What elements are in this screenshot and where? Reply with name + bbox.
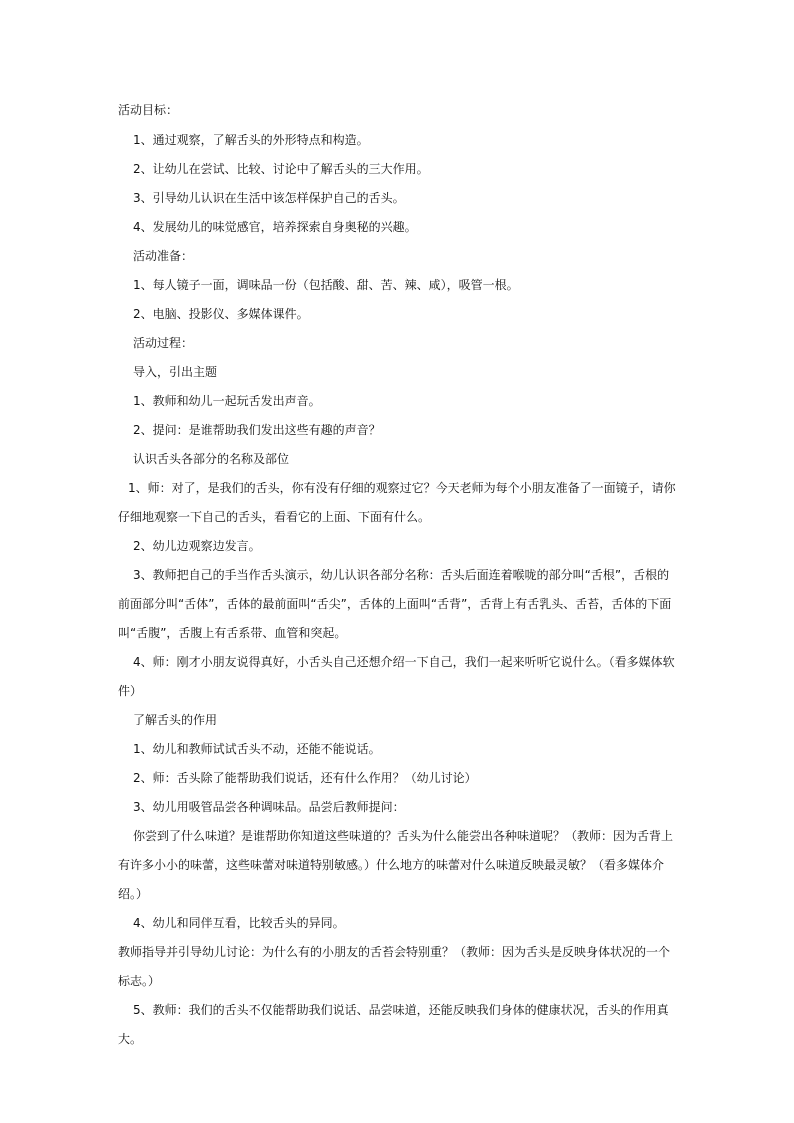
prep-item-2: 2、电脑、投影仪、多媒体课件。 [133,307,309,321]
heading-prep: 活动准备： [133,249,194,263]
section-function-title: 了解舌头的作用 [133,713,218,727]
function-item-3: 3、幼儿用吸管品尝各种调味品。品尝后教师提问： [133,800,405,814]
function-item-5: 5、教师：我们的舌头不仅能帮助我们说话、品尝味道，还能反映我们身体的健康状况，舌头的作用真大。 [118,1003,669,1046]
goal-item-2: 2、让幼儿在尝试、比较、讨论中了解舌头的三大作用。 [133,162,429,176]
function-item-4: 4、幼儿和同伴互看，比较舌头的异同。 [133,916,345,930]
section-intro-title: 导入，引出主题 [133,365,218,379]
parts-item-4: 4、师：刚才小朋友说得真好，小舌头自己还想介绍一下自己，我们一起来听听它说什么。（看多媒体软件） [118,655,675,698]
parts-item-1: 1、师：对了，是我们的舌头，你有没有仔细的观察过它？今天老师为每个小朋友准备了一面镜子，请你仔细地观察一下自己的舌头，看看它的上面、下面有什么。 [118,481,676,524]
function-item-1: 1、幼儿和教师试试舌头不动，还能不能说话。 [133,742,381,756]
section-parts-title: 认识舌头各部分的名称及部位 [133,452,290,466]
intro-item-1: 1、教师和幼儿一起玩舌发出声音。 [133,394,321,408]
function-item-2: 2、师：舌头除了能帮助我们说话，还有什么作用？（幼儿讨论） [133,771,477,785]
parts-item-2: 2、幼儿边观察边发言。 [133,539,261,553]
heading-process: 活动过程： [133,336,194,350]
teacher-guide: 教师指导并引导幼儿讨论：为什么有的小朋友的舌苔会特别重？（教师：因为舌头是反映身体状况的一个标志。） [118,945,671,988]
goal-item-4: 4、发展幼儿的味觉感官，培养探索自身奥秘的兴趣。 [133,220,417,234]
goal-item-1: 1、通过观察，了解舌头的外形特点和构造。 [133,133,369,147]
parts-item-3: 3、教师把自己的手当作舌头演示，幼儿认识各部分名称：舌头后面连着喉咙的部分叫“舌根”，舌根的前面部分叫“舌体”，舌体的最前面叫“舌尖”，舌体的上面叫“舌背”，舌背上有舌乳头、舌苔，舌体的下面叫“舌腹”，舌腹上有舌系带、血管和突起。 [118,568,672,640]
function-question: 你尝到了什么味道？是谁帮助你知道这些味道的？舌头为什么能尝出各种味道呢？（教师：因为舌背上有许多小小的味蕾，这些味蕾对味道特别敏感。）什么地方的味蕾对什么味道反映最灵敏？（看多媒体介绍。） [118,829,674,901]
goal-item-3: 3、引导幼儿认识在生活中该怎样保护自己的舌头。 [133,191,405,205]
intro-item-2: 2、提问：是谁帮助我们发出这些有趣的声音？ [133,423,381,437]
heading-goals: 活动目标： [118,103,179,117]
prep-item-1: 1、每人镜子一面，调味品一份（包括酸、甜、苦、辣、咸），吸管一根。 [133,278,519,292]
